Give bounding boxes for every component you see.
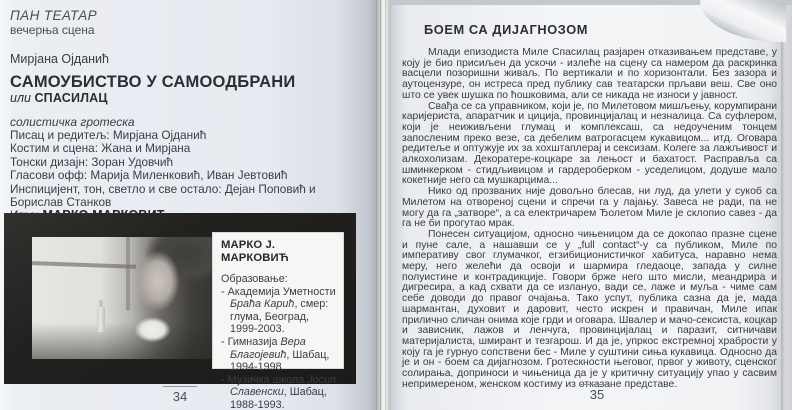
subtitle-prefix: или — [10, 91, 31, 105]
education-text: , Шабац, 1988-1993. — [230, 386, 327, 410]
stage-line: вечерња сцена — [10, 23, 95, 37]
school-name: Вера Благојевић — [230, 335, 306, 361]
window-frame-bar — [126, 237, 130, 310]
school-name: Браћа Карић — [230, 298, 295, 311]
education-text: - Академија Уметности — [221, 285, 336, 298]
education-item — [221, 286, 336, 336]
right-page-content — [391, 5, 781, 391]
body-text — [402, 48, 777, 391]
credit-line: Гласови офф: Марија Миленковић, Иван Јевтовић — [10, 168, 288, 183]
window-frame-bar — [32, 261, 136, 269]
play-title: САМОУБИСТВО У САМООДБРАНИ — [10, 73, 296, 91]
education-item — [221, 374, 336, 410]
caption-name: МАРКО Ј. МАРКОВИЋ — [221, 239, 289, 264]
book-gutter — [376, 0, 391, 410]
education-item — [221, 336, 336, 374]
left-page-content — [0, 0, 376, 223]
education-text: , Шабац, 1994-1998. — [230, 348, 330, 374]
bottle-prop — [97, 306, 105, 332]
subtitle-main: СПАСИЛАЦ — [34, 91, 108, 105]
page-number-left — [152, 386, 208, 404]
page-number-right — [569, 384, 625, 402]
body-paragraph: Нико од прозваних није довољно блесав, ни луд, да улети у сукоб са Милетом на отвореној сцени и спречи га у лајању. Завеса не ради, па не могу да га „затворе“, а са електричарем Ђолетом Миле је склопио савез - да га не би прогутао мрак. — [402, 186, 777, 230]
section-heading: БОЕМ СА ДИЈАГНОЗОМ — [424, 22, 589, 37]
book-right-edge — [781, 5, 792, 410]
school-name: Јосип Славенски — [230, 373, 337, 399]
credit-line: Инспицијент, тон, светло и све остало: Дејан Поповић и Борислав Станков — [10, 181, 316, 210]
page-right — [391, 5, 781, 410]
body-paragraph: Млади епизодиста Миле Спасилац разјарен отказивањем представе, у коју је био присиљен да ускочи - излеће на сцену са намером да раскринка васцели позоришни живаљ. По вертикали и по хоризонтали. Без зазора и аутоцензуре, он истреса пред публику сав театарски прљави веш. Све оно што се увек шушка по ћошковима, али се никада не износи у јавност. — [402, 47, 777, 101]
play-subtitle — [10, 91, 368, 105]
body-paragraph: Свађа се са управником, који је, по Милетовом мишљењу, корумпирани каријериста, апаратчик и циција, провинцијалац и незналица. Са суфлером, који је неиживљени глумац и комплексаш, са недоученим тонцем запосленим преко везе, са дебелим ватрогасцем кукавицом... итд. Оговара редитеље и оптужује их за хохштаплерај и сексизам. Колеге за лажљивост и алкохолизам. Декоратере-коцкаре за лењост и бахатост. Расправља са шминкерком - стидљивицом и гардероберком - уседелицом, додуше мало кокетније него са мушкарцима... — [402, 100, 777, 187]
education-text: , смер: глума, Београд, 1999-2003. — [230, 298, 329, 336]
page-number-value: 34 — [163, 386, 197, 404]
photo-caption-box — [212, 232, 344, 410]
actor-photo — [32, 237, 212, 359]
genre-label: солистичка гротеска — [10, 115, 135, 129]
page-number-value: 35 — [580, 384, 614, 402]
page-left — [0, 0, 376, 410]
credit-line: Писац и редитељ: Мирјана Ојданић — [10, 128, 207, 142]
credit-line: Тонски дизајн: Зоран Удовчић — [10, 154, 174, 169]
credits-list — [10, 129, 368, 223]
body-paragraph: Понесен ситуацијом, односно чињеницом да се докопао празне сцене и пуне сале, а нашавши се у „full contact“-у са публиком, Миле по императиву свог глумачког, егзибиционистичког хабитуса, наравно нема меру, него желећи да освоји и шармира гледаоце, запада у силне полуистине и контрадикције. Говори брже него што мисли, меандрира и дигресира, а кад схвати да се излануо, вади се, лаже и муља - чиме сам себе доводи до правог очајања. Тако успут, публика сазна да је, мада шармантан, духовит и даровит, често искрен и правичан, Миле ипак прилично сличан онима које грди и оговара. Швалер и мачо-сексиста, коцкар и зависник, лажов и ленчуга, провинцијалац и паразит, ситничави материјалиста, шмирант и тезгарош. И да је, упркос екстремној храбрости у коју га је гурнуо сопствени бес - Миле у суштини сиња кукавица. Односно да је и он - боем са дијагнозом. Гротескности његовог, првог у животу, сценског солирања, доприноси и чињеница да је у критичну ситуацију упао у сасвим непримереном, женском костиму из отказане представе. — [402, 228, 777, 390]
education-text: - Гимназија — [221, 335, 281, 348]
education-text: - Музичка школа — [221, 373, 308, 386]
theater-name: ПАН ТЕАТАР — [10, 8, 97, 23]
author-name: Мирјана Ојданић — [10, 52, 109, 66]
credit-line: Костим и сцена: Жана и Мирјана — [10, 141, 191, 156]
education-label: Образовање: — [221, 273, 288, 285]
